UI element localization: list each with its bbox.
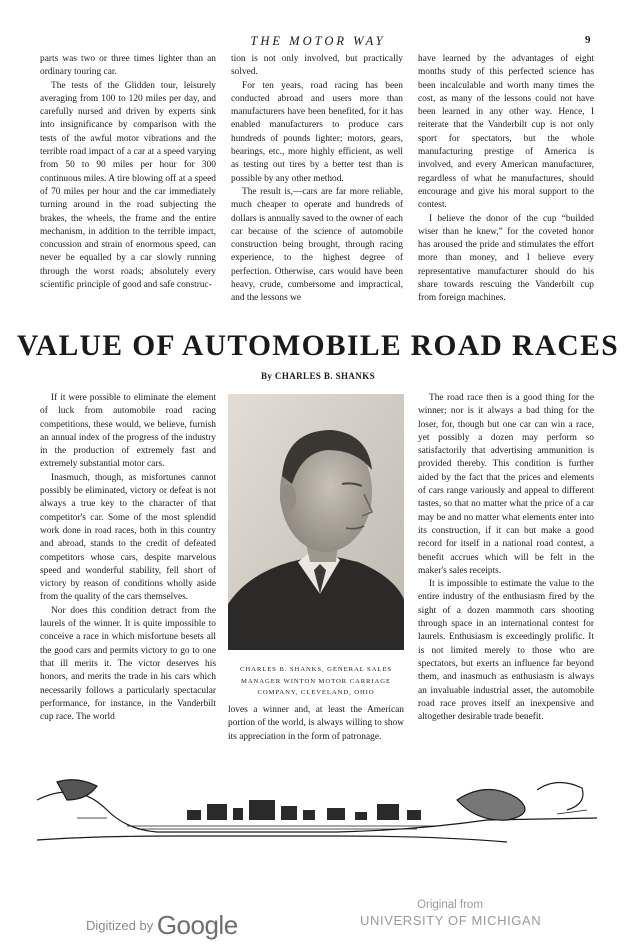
digitized-by-google xyxy=(86,906,238,940)
top-column-1 xyxy=(40,53,216,292)
paragraph: Inasmuch, though, as misfortunes cannot possibly be eliminated, victory or defeat is not always a true key to the character of that competitor's car. Some of the most splendid work done in road races, both in this country and abroad, stands to the credit of defeated competitors whose cars, despite marvelous speed and wonderful stability, fell short of victory by reason of conditions wholly aside from the quality of the cars themselves. xyxy=(40,472,216,603)
paragraph: If it were possible to eliminate the element of luck from automobile road racing competitions, these would, we believe, furnish an annual index of the progress of the industry in the production of extremely fast and extremely substantial motor cars. xyxy=(40,393,216,470)
paragraph: It is impossible to estimate the value to the entire industry of the enthusiasm fired by the sight of a dozen mammoth cars shooting through space in an international contest for laurels. Enthusiasm is exceedingly prolific. It is not limited merely to those who are spectators, but exerts an influence far beyond them, and inasmuch as enthusiasm is always an invaluable industrial asset, the automobile road race proves itself an inexpensive and altogether desirable trade benefit. xyxy=(418,579,594,723)
photo-caption: CHARLES B. SHANKS, GENERAL SALES MANAGER WINTON MOTOR CARRIAGE COMPANY, CLEVELAND, OHIO xyxy=(240,666,392,696)
article-left-column xyxy=(40,392,216,724)
top-column-2 xyxy=(231,53,403,306)
paragraph: tion is not only involved, but practically solved. xyxy=(231,54,403,78)
paragraph: The tests of the Glidden tour, leisurely averaging from 100 to 120 miles per day, and carefully nursed and driven by experts sink into insignificance by comparison with the tests of the awful motor vibrations and the terrible road impact of a car at a speed varying from 50 to 90 miles per hour for 300 continuous miles. A tire blowing off at a speed of 70 miles per hour and the car immediately turning around in the road subjecting the brakes, the wheels, the frame and the entire mechanism, in addition to the terrible impact, concussion and strain of enormous speed, can never be equalled by a car slowly running through the worst roads; absolutely every scientific principle of good and safe construc- xyxy=(40,80,216,291)
portrait-icon xyxy=(228,394,404,650)
road-race-illustration xyxy=(37,770,597,850)
paragraph: For ten years, road racing has been conducted abroad and users more than manufacturers have been benefited, for it has enabled manufacturers to produce cars hundreds of pounds lighter; motors, gears, bearings, etc., more highly efficient, as well as testing out tires by a better test than is possible by any other method. xyxy=(231,80,403,184)
top-column-3 xyxy=(418,53,594,306)
byline: By CHARLES B. SHANKS xyxy=(260,371,376,381)
paragraph: parts was two or three times lighter than an ordinary touring car. xyxy=(40,54,216,78)
paragraph: Nor does this condition detract from the laurels of the winner. It is quite impossible to conceive a race in which misfortune besets all the good cars and permits victory to go to one that ill merits it. The victor deserves his honors, and merits the trade in his cars which necessarily follows a particularly spectacular performance, for instance, in the Vanderbilt cup race. The world xyxy=(40,605,216,723)
paragraph: I believe the donor of the cup “builded wiser than he knew,” for the coveted honor has aroused the pride and stimulates the effort more than money, and I believe every representative manufacturer should do his share towards rescuing the Vanderbilt cup from foreign machines. xyxy=(418,213,594,304)
paragraph: loves a winner and, at least the American portion of the world, is always willing to show its appreciation in the form of patronage. xyxy=(228,705,404,742)
google-wordmark: Google xyxy=(156,910,238,940)
paragraph: The result is,—cars are far more reliable, much cheaper to operate and hundreds of dollars is annually saved to the owner of each car because of the science of automobile construction being brought, through racing experience, to the highest degree of perfection. Otherwise, cars would have been heavy, crude, cumbersome and impractical, and the lessons we xyxy=(231,186,403,304)
running-title: THE MOTOR WAY xyxy=(250,34,386,48)
article-right-column xyxy=(418,392,594,724)
page-number: 9 xyxy=(585,34,591,46)
institution-name: UNIVERSITY OF MICHIGAN xyxy=(360,913,542,928)
paragraph: have learned by the advantages of eight months study of this perfected science has been incalculable and worth many times the cost, as many of the lessons could not have been learned in any other way. Hence, I reiterate that the Vanderbilt cup is not only sport for spectators, but the whole manufacturing prestige of America is involved, and every American manufacturer, regardless of what he manufactures, should encourage and give his moral support to the contest. xyxy=(418,54,594,211)
road-race-sketch-icon xyxy=(37,770,597,850)
article-center-column xyxy=(228,704,404,744)
digitized-by-label: Digitized by xyxy=(86,918,154,933)
portrait-photo xyxy=(228,394,404,650)
paragraph: The road race then is a good thing for the winner; nor is it always a bad thing for the loser, for, though but one car can win a race, yet possibly a dozen may perform so satisfactorily that advertising ammunition is provided thereby. This condition is further aided by the fact that the prices and elements of cars range variously and appeal to different tastes, so that no matter what the price of a car may be and no matter what elements enter into its construction, if it can but make a good record for itself in a national road contest, a benefit accrues which will be felt in the maker's sales receipts. xyxy=(418,393,594,576)
original-from-label: Original from xyxy=(417,899,483,911)
article-title: VALUE OF AUTOMOBILE ROAD RACES xyxy=(16,330,620,362)
